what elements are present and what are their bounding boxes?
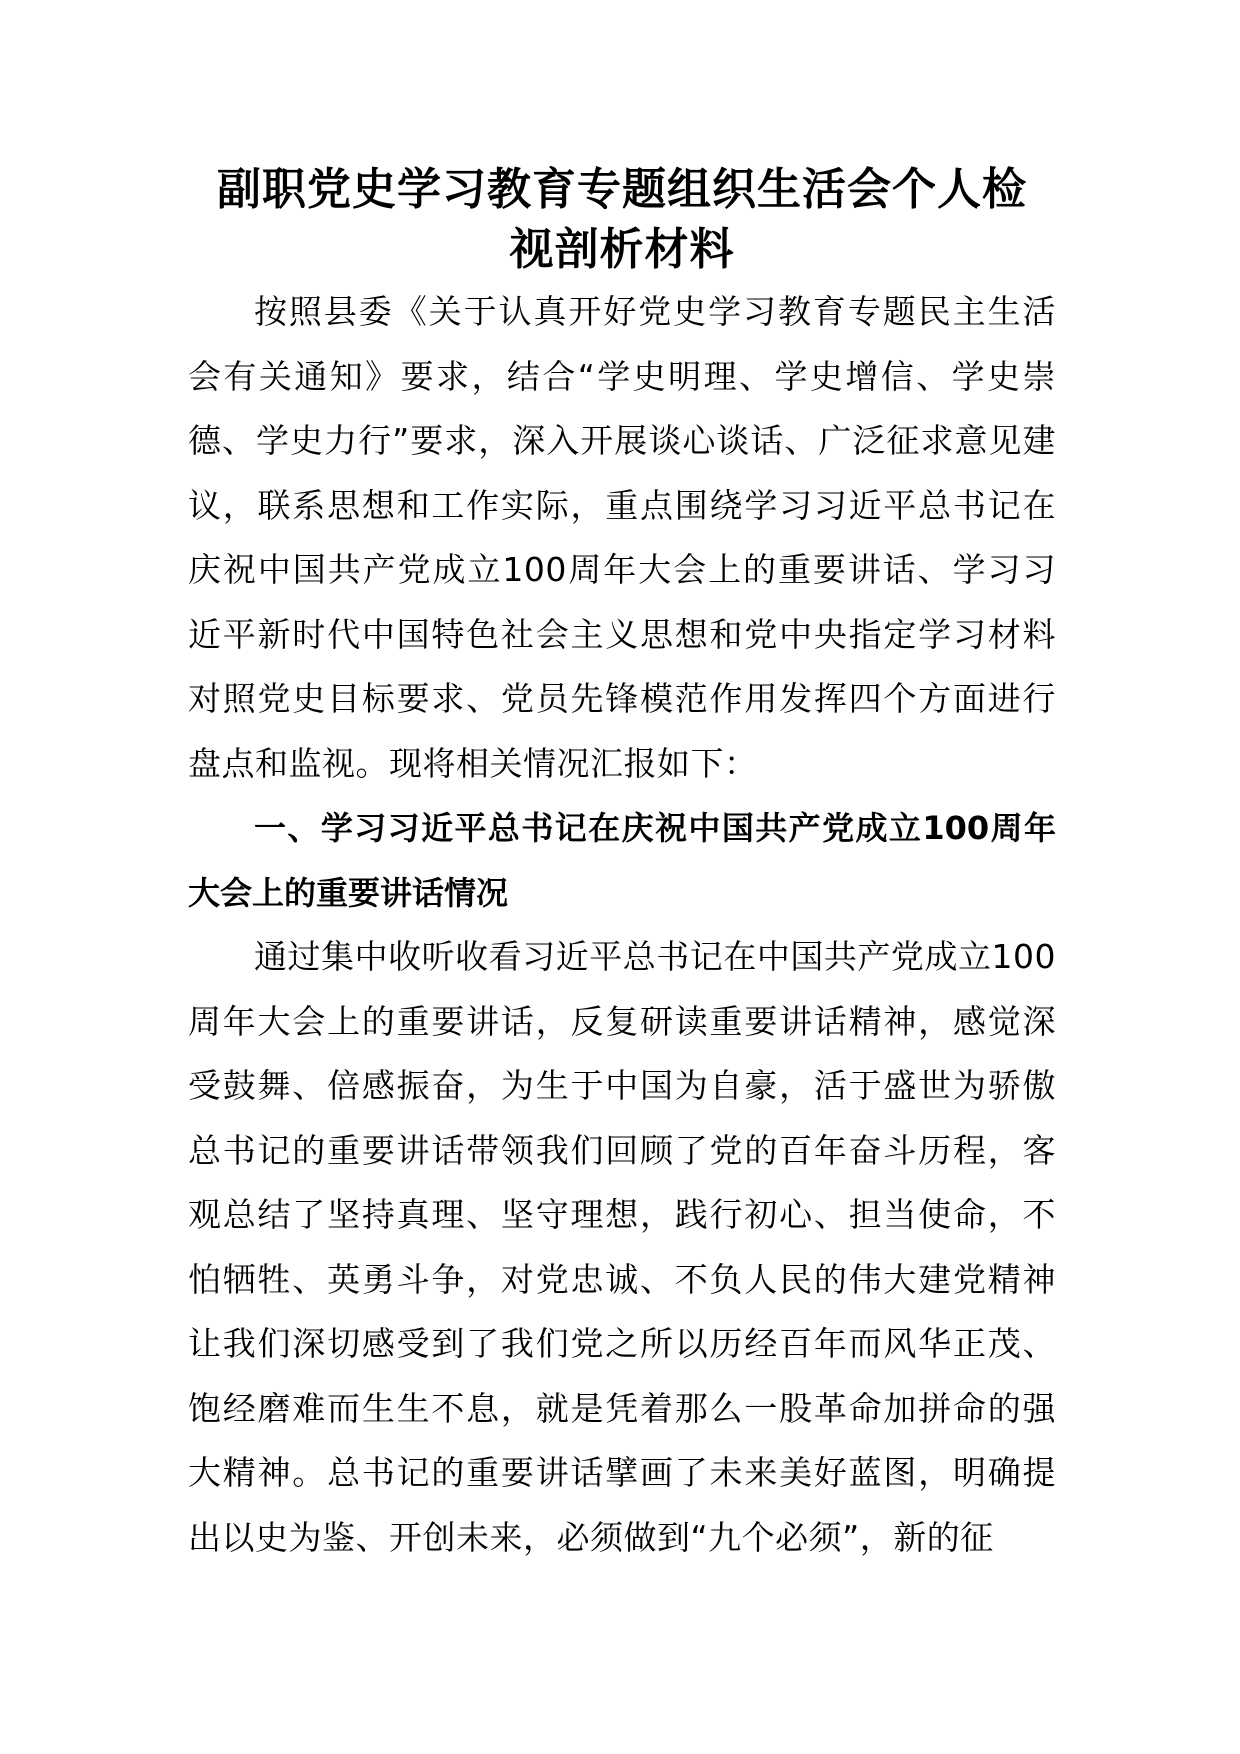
intro-paragraph: 按照县委《关于认真开好党史学习教育专题民主生活会有关通知》要求，结合“学史明理、学史增信、学史崇德、学史力行”要求，深入开展谈心谈话、广泛征求意见建议，联系思想和工作实际，重点围绕学习习近平总书记在庆祝中国共产党成立100周年大会上的重要讲话、学习习近平新时代中国特色社会主义思想和党中央指定学习材料对照党史目标要求、党员先锋模范作用发挥四个方面进行盘点和监视。现将相关情况汇报如下：: [188, 292, 1056, 783]
section-1-heading: 一、学习习近平总书记在庆祝中国共产党成立100周年大会上的重要讲话情况: [188, 809, 1056, 912]
section-1-body: 通过集中收听收看习近平总书记在中国共产党成立100周年大会上的重要讲话，反复研读重要讲话精神，感觉深受鼓舞、倍感振奋，为生于中国为自豪，活于盛世为骄傲总书记的重要讲话带领我们回顾了党的百年奋斗历程，客观总结了坚持真理、坚守理想，践行初心、担当使命，不怕牺牲、英勇斗争，对党忠诚、不负人民的伟大建党精神让我们深切感受到了我们党之所以历经百年而风华正茂、饱经磨难而生生不息，就是凭着那么一股革命加拼命的强大精神。总书记的重要讲话擘画了未来美好蓝图，明确提出以史为鉴、开创未来，必须做到“九个必须”，新的征: [188, 937, 1056, 1557]
title-line-1: 副职党史学习教育专题组织生活会个人检: [217, 164, 1027, 215]
document-title: [188, 160, 1056, 280]
document-page: [188, 160, 1056, 1570]
title-line-2: 视剖析材料: [509, 224, 735, 275]
